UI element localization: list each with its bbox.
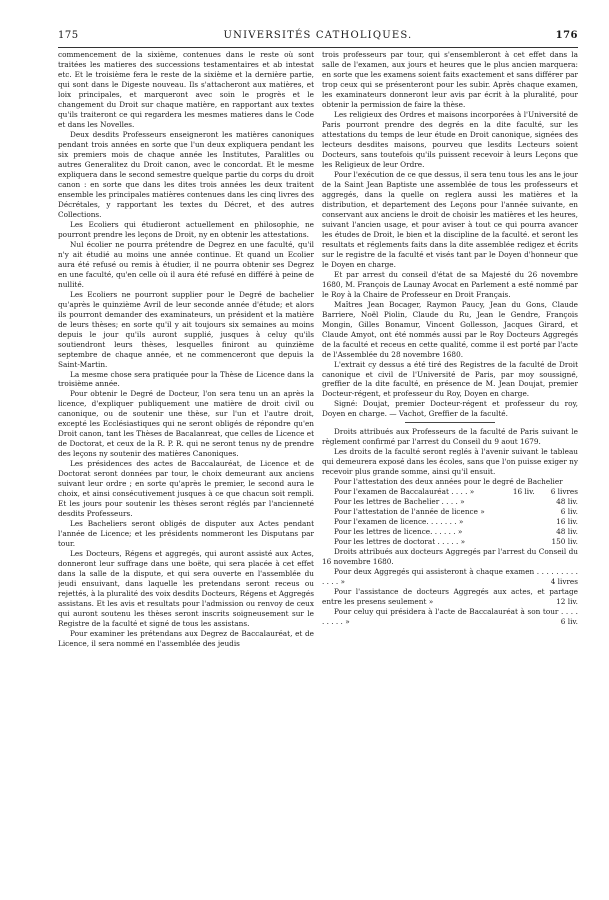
paragraph: Pour examiner les prétendans aux Degrez de Baccalauréat, et de Licence, il sera nommé en l'assemblée des jeudis xyxy=(58,629,314,649)
fees-note: Les droits de la faculté seront reglés à l'avenir suivant le tableau qui demeurera exposé dans les écoles, sans que l'on puisse exiger ny recevoir plus grande somme, ainsi qu'il ensuit. xyxy=(322,447,578,477)
fee-amount: 16 liv. xyxy=(512,487,535,497)
paragraph: Les présidences des actes de Baccalauréat, de Licence et de Doctorat seront données par tour, le choix demeurant aux anciens suivant leur ordre ; en sorte qu'après le premier, le second aura le choix, et ainsi consécutivement jusques à ce que chacun soit rempli. Et les jours pour soutenir les thèses seront réglés par l'ancienneté desdits Professeurs. xyxy=(58,459,314,519)
fees-intro-2: Droits attribués aux docteurs Aggregés par l'arrest du Conseil du 16 novembre 1680. xyxy=(322,547,578,567)
paragraph: Les Ecoliers ne pourront supplier pour le Degré de bachelier qu'après le quinzième Avril de leur seconde année d'étude; et alors ils pourront demander des examinateurs, un président et la matière de leurs thèses; en sorte qu'il y ait toujours six semaines au moins depuis le jour qu'ils auront supplié, jusques à celuy qu'ils soutiendront leurs thèses, lesquelles finiront au quinzième septembre de chaque année, et ne commenceront que depuis la Saint-Martin. xyxy=(58,289,314,369)
running-header xyxy=(58,30,578,46)
fee-row xyxy=(322,487,535,497)
paragraph: Pour l'exécution de ce que dessus, il sera tenu tous les ans le jour de la Saint Jean Baptiste une assemblée de tous les professeurs et aggregés, dans la quelle on reglera aussi les matières et la distribution, et departement des Leçons pour l'année suivante, en conservant aux anciens le droit de choisir les matières et les heures, suivant l'ancien usage, et pour aviser à tout ce qui pourra avancer les études de Droit, le bien et la discipline de la faculté. et seront les resultats et réglements faits dans la dite assemblée redigez et écrits sur le registre de la faculté et visés tant par le Doyen d'honneur que le Doyen en charge. xyxy=(322,169,578,269)
paragraph: commencement de la sixième, contenues dans le reste où sont traitées les matieres des successions testamentaires et ab intestat etc. Et le troisième fera le reste de la sixième et la dernière partie, qui sont dans le Digeste nouveau. Ils s'attacheront aux matières, et loix principales, et marqueront avec soin le progrès et le changement du Droit sur chaque matière, en rapportant aux textes qu'ils traiteront ce qui regardera les mesmes matieres dans le Code et dans les Novelles. xyxy=(58,50,314,129)
section-separator xyxy=(405,422,495,423)
fee-row xyxy=(322,527,578,537)
fee-amount: 12 liv. xyxy=(556,597,578,607)
fee-amount: 150 liv. xyxy=(551,537,578,547)
fee-label: Pour l'examen de Baccalauréat . . . . » xyxy=(334,487,475,497)
running-title: UNIVERSITÉS CATHOLIQUES. xyxy=(223,30,413,41)
fees-intro: Droits attribués aux Professeurs de la faculté de Paris suivant le règlement confirmé par l'arrest du Conseil du 9 aout 1679. xyxy=(322,427,578,447)
paragraph: L'extrait cy dessus a été tiré des Registres de la faculté de Droit canonique et civil de l'Université de Paris, par moy soussigné, greffier de la dite faculté, en présence de M. Jean Doujat, premier Docteur-régent, et professeur du Roy, Doyen en charge. xyxy=(322,359,578,399)
right-column xyxy=(322,50,578,890)
fee-row xyxy=(322,517,578,527)
signature-paragraph: Signé: Doujat, premier Docteur-régent et professeur du roy, Doyen en charge. — Vachot, Greffier de la faculté. xyxy=(322,399,578,419)
fee-label: Pour l'assistance de docteurs Aggregés aux actes, et partage entre les presens seulement » xyxy=(322,587,578,607)
fee-amount: 6 liv. xyxy=(560,507,578,517)
fee-row xyxy=(322,537,578,547)
fee-amount: 48 liv. xyxy=(556,497,578,507)
fee-amount: 48 liv. xyxy=(556,527,578,537)
fee-label: Pour les lettres de licence. . . . . . » xyxy=(334,527,463,537)
paragraph: La mesme chose sera pratiquée pour la Thèse de Licence dans la troisième année. xyxy=(58,369,314,389)
fee-label: Pour deux Aggregés qui assisteront à chaque examen . . . . . . . . . . . . . » xyxy=(322,567,578,587)
paragraph: Deux desdits Professeurs enseigneront les matières canoniques pendant trois années en sorte que l'un deux expliquera pendant les six premiers mois de chaque année les Institutes, Paralitles ou autres Generalitez du Droit canon, avec le concordat. Et le mesme expliquera dans le second semestre quelque partie du corps du droit canon : en sorte que dans les dites trois années les deux traitent ensemble les principales matières contenues dans les cinq livres des Décrétales, y rapportant les textes du Décret, et des autres Collections. xyxy=(58,129,314,219)
fee-amount: 6 liv. xyxy=(560,617,578,627)
paragraph: Nul écolier ne pourra prétendre de Degrez en une faculté, qu'il n'y ait étudié au moins une année continue. Et quand un Ecolier aura été refusé ou remis à étudier, il ne pourra obtenir ses Degrez en une faculté, qu'en celle où il aura été refusé en différé à peine de nullité. xyxy=(58,239,314,289)
fee-row xyxy=(322,497,578,507)
paragraph: trois professeurs par tour, qui s'ensembleront à cet effet dans la salle de l'examen, aux jours et heures que le plus ancien marquera: en sorte que les examens soient faits exactement et sans différer par trop ceux qui se présenteront pour les subir. Après chaque examen, les examinateurs donneront leur avis par écrit à la pluralité, pour obtenir la permission de faire la thèse. xyxy=(322,50,578,109)
fee-label: Pour l'attestation de l'année de licence » xyxy=(334,507,485,517)
paragraph: Maîtres Jean Bocager, Raymon Paucy, Jean du Gons, Claude Barriere, Noël Piolin, Claude du Ru, Jean le Gendre, François Mongin, Gilles Bonamur, Vincent Gollesson, Jacques Girard, et Claude Amyot, ont été nommés aussi par le Roy Docteurs Aggregés de la faculté et receus en cette qualité, comme il est porté par l'acte de l'Assemblée du 28 novembre 1680. xyxy=(322,299,578,359)
fee-amount: 4 livres xyxy=(550,577,578,587)
page-number-left: 175 xyxy=(58,30,79,41)
paragraph: Et par arrest du conseil d'état de sa Majesté du 26 novembre 1680, M. François de Launay Avocat en Parlement a esté nommé par le Roy à la Chaire de Professeur en Droit Français. xyxy=(322,269,578,299)
fee-row xyxy=(322,587,578,607)
fee-label: Pour les lettres de doctorat . . . . . » xyxy=(334,537,466,547)
fee-amount: 6 livres xyxy=(550,487,578,497)
header-rule xyxy=(58,47,578,48)
fee-row xyxy=(322,567,578,587)
paragraph: Les Docteurs, Régens et aggregés, qui auront assisté aux Actes, donneront leur suffrage dans une boëte, qui sera placée à cet effet dans la salle de la dispute, et qui sera ouverte en l'assemblée du jeudi ensuivant, dans laquelle les pretendans seront receus ou rejettés, à la pluralité des voix desdits Docteurs, Régens et Aggregés assistans. Et les avis et resultats pour l'admission ou renvoy de ceux qui auront soutenu les thèses seront inscrits soigneusement sur le Registre de la faculté et signé de tous les assistans. xyxy=(58,549,314,629)
fee-amount: 16 liv. xyxy=(556,517,578,527)
fee-row xyxy=(322,607,578,627)
paragraph: Les religieux des Ordres et maisons incorporées à l'Université de Paris pourront prendre des degrés en la dite faculté, sur les attestations du temps de leur étude en Droit canonique, signées des lecteurs desdites maisons, pourveu que lesdits Lecteurs soient Docteurs, sans toutefois qu'ils puissent recevoir à leurs Leçons que les Religieux de leur Ordre. xyxy=(322,109,578,169)
fee-label: Pour l'attestation des deux années pour le degré de Bachelier xyxy=(334,477,563,487)
page-number-right: 176 xyxy=(555,30,578,41)
paragraph: Pour obtenir le Degré de Docteur, l'on sera tenu un an après la licence, d'expliquer publiquement une matière de droit civil ou canonique, ou de soutenir une thèse, sur l'un et l'autre droit, excepté les Ecclésiastiques qui ne seront obligés de répondre qu'en Droit canon, tant les Thèses de Bacalanreat, que celles de Licence et de Doctorat, et ceux de la R. P. R. qui ne seront tenus ny de prendre des leçons ny soutenir des matières Canoniques. xyxy=(58,389,314,459)
fee-label: Pour les lettres de Bachelier . . . . » xyxy=(334,497,465,507)
fee-row xyxy=(322,507,578,517)
paragraph: Les Ecoliers qui étudieront actuellement en philosophie, ne pourront prendre les leçons de Droit, ny en obtenir les attestations. xyxy=(58,219,314,239)
fee-label: Pour celuy qui présidera à l'acte de Baccalauréat à son tour . . . . . . . . . » xyxy=(322,607,578,627)
paragraph: Les Bacheliers seront obligés de disputer aux Actes pendant l'année de Licence; et les présidents nommeront les Disputans par tour. xyxy=(58,519,314,549)
left-column xyxy=(58,50,314,890)
fee-label: Pour l'examen de licence. . . . . . . » xyxy=(334,517,464,527)
